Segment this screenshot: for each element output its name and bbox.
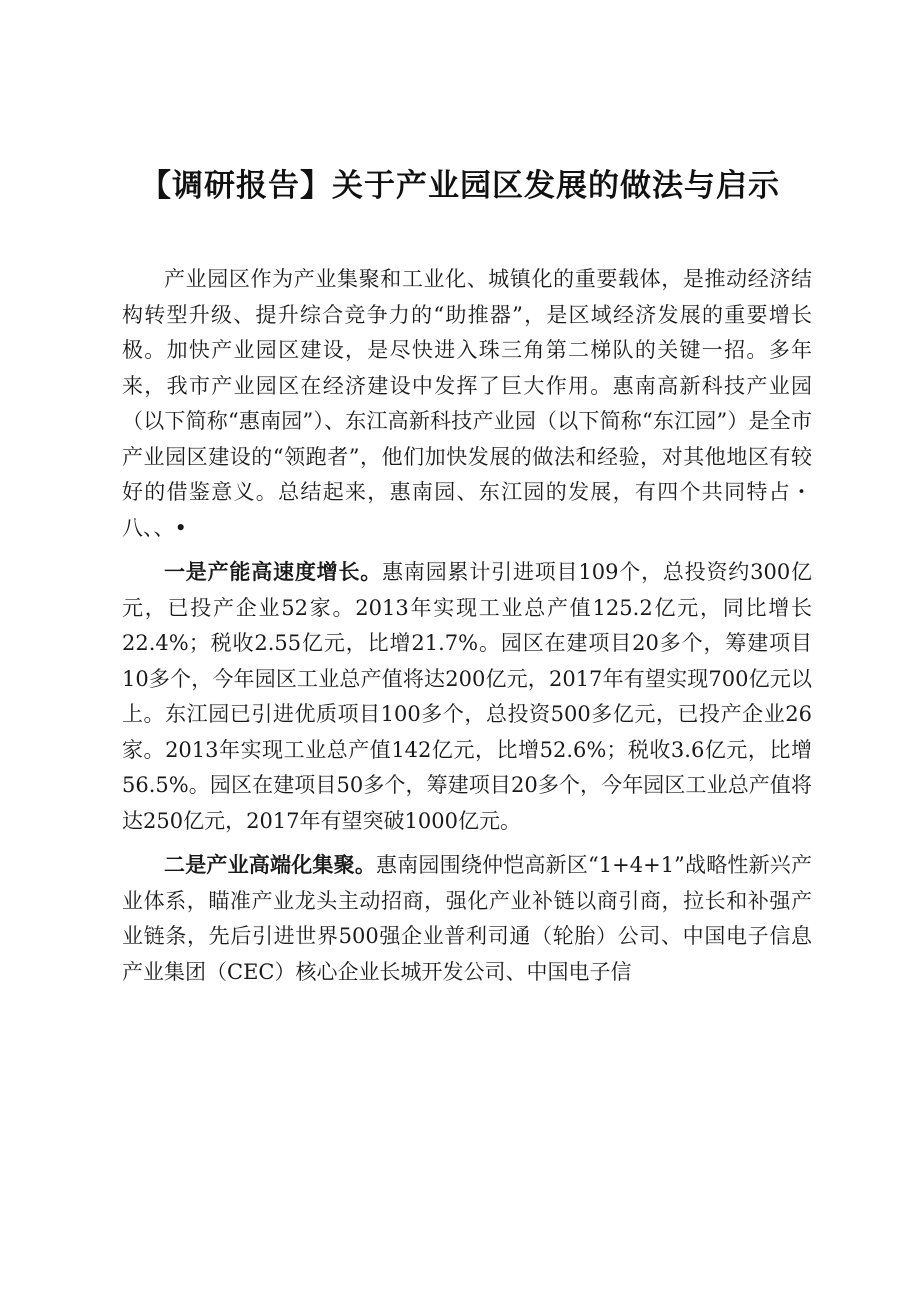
document-body bbox=[122, 262, 812, 998]
point-one-paragraph bbox=[122, 554, 812, 839]
intro-paragraph bbox=[122, 262, 812, 546]
paragraph-lead: 一是产能高速度增长。 bbox=[164, 559, 383, 584]
document-title: 【调研报告】关于产业园区发展的做法与启示 bbox=[140, 168, 780, 204]
paragraph-text: 惠南园围绕仲恺高新区“1+4+1”战略性新兴产业体系，瞄准产业龙头主动招商，强化产业补链以商引商，拉长和补强产业链条，先后引进世界500强企业普利司通（轮胎）公司、中国电子信息产业集团（CEC）核心企业长城开发公司、中国电子信 bbox=[122, 853, 813, 984]
paragraph-lead: 二是产业高端化集聚。 bbox=[164, 852, 377, 877]
point-two-paragraph bbox=[122, 847, 812, 990]
paragraph-text: 产业园区作为产业集聚和工业化、城镇化的重要载体，是推动经济结构转型升级、提升综合竞争力的“助推器”，是区域经济发展的重要增长极。加快产业园区建设，是尽快进入珠三角第二梯队的关键一招。多年来，我市产业园区在经济建设中发挥了巨大作用。惠南高新科技产业园（以下简称“惠南园”）、东江高新科技产业园（以下简称“东江园”）是全市产业园区建设的“领跑者”，他们加快发展的做法和经验，对其他地区有较好的借鉴意义。总结起来，惠南园、东江园的发展，有四个共同特占・八、、• bbox=[122, 267, 812, 540]
paragraph-text: 惠南园累计引进项目109个，总投资约300亿元，已投产企业52家。2013年实现工业总产值125.2亿元，同比增长22.4%；税收2.55亿元，比增21.7%。园区在建项目20多个，筹建项目10多个，今年园区工业总产值将达200亿元，2017年有望实现700亿元以上。东江园已引进优质项目100多个，总投资500多亿元，已投产企业26家。2013年实现工业总产值142亿元，比增52.6%；税收3.6亿元，比增56.5%。园区在建项目50多个，筹建项目20多个，今年园区工业总产值将达250亿元，2017年有望突破1000亿元。 bbox=[122, 560, 813, 833]
